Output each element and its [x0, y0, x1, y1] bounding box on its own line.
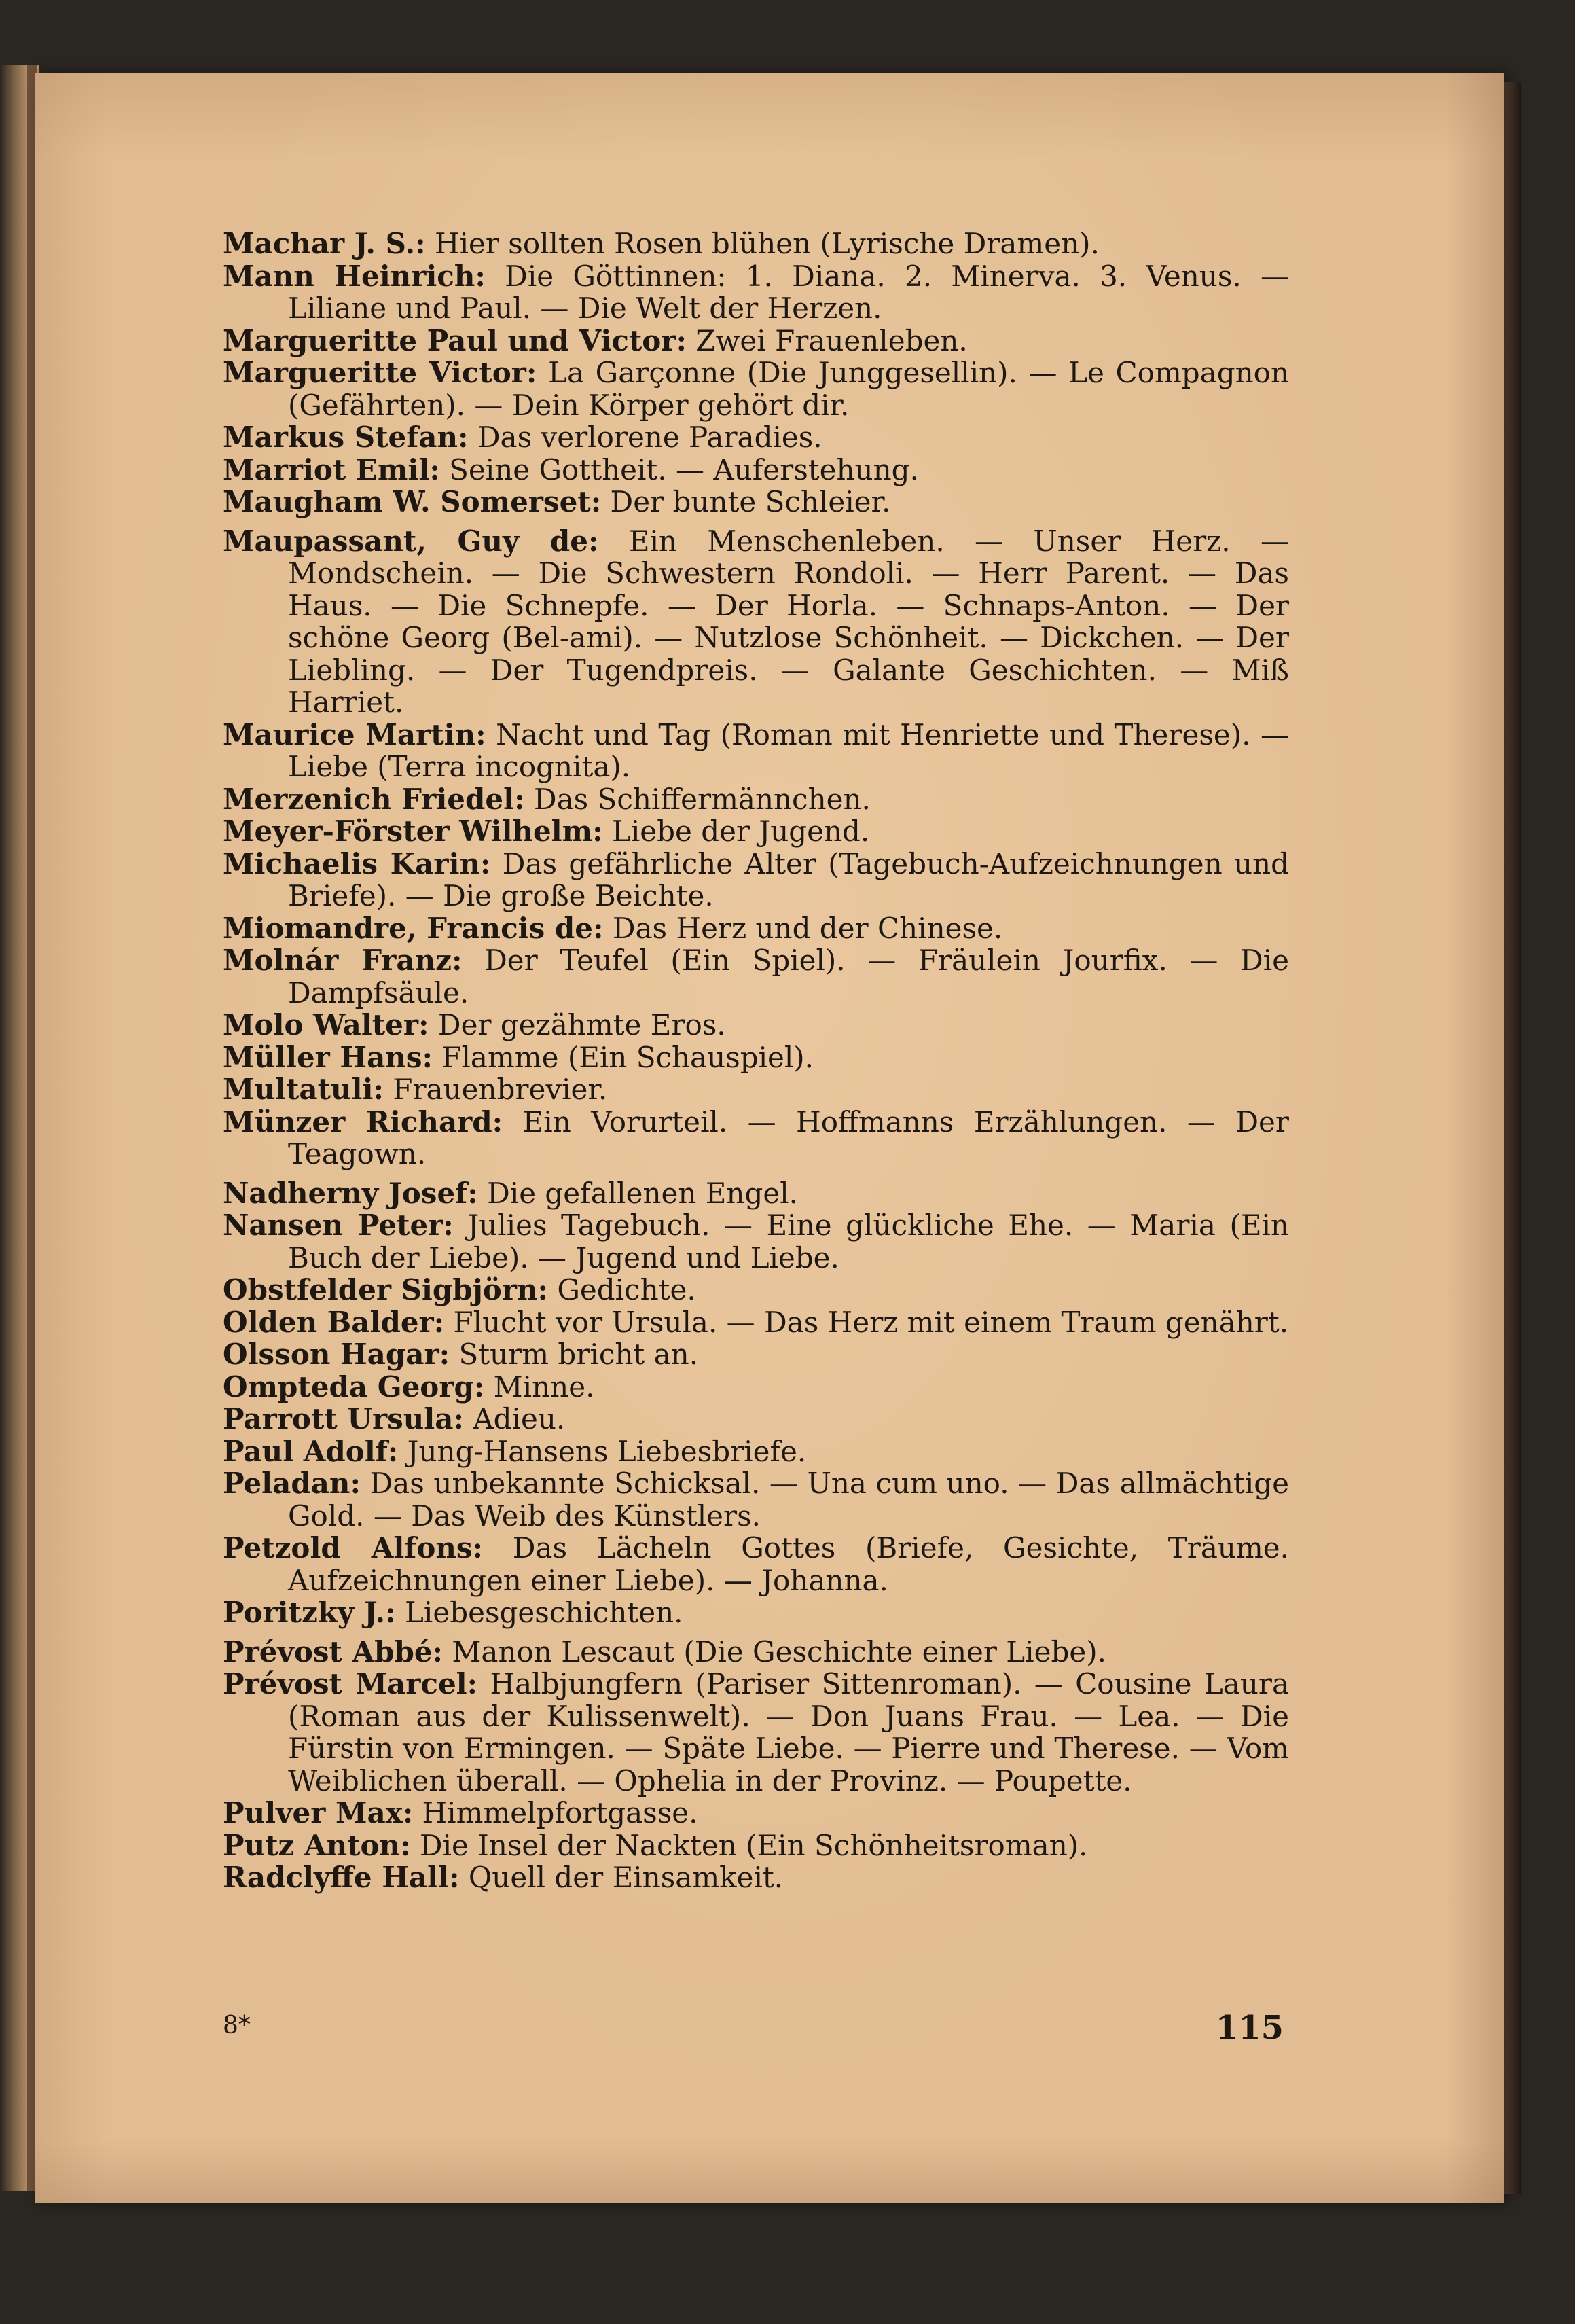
list-item: [223, 228, 1289, 260]
list-item: [223, 912, 1289, 945]
list-item: [223, 1596, 1289, 1629]
list-item: [223, 1467, 1289, 1532]
works-text: Die Göttinnen: 1. Diana. 2. Minerva. 3. Venus. — Liliane und Paul. — Die Welt der Herzen.: [288, 259, 1289, 325]
bibliography-list: [223, 228, 1289, 1894]
works-text: Gedichte.: [547, 1273, 696, 1306]
author-name: Margueritte Paul und Victor:: [223, 323, 687, 357]
works-text: Der bunte Schleier.: [601, 485, 891, 518]
list-item: [223, 1668, 1289, 1797]
author-name: Michaelis Karin:: [223, 846, 491, 880]
works-text: Adieu.: [463, 1402, 566, 1435]
list-item: [223, 1338, 1289, 1371]
works-text: Liebe der Jugend.: [602, 815, 870, 848]
list-item: [223, 1106, 1289, 1170]
author-name: Putz Anton:: [223, 1828, 411, 1862]
list-item: [223, 815, 1289, 848]
works-text: Manon Lescaut (Die Geschichte einer Liebe).: [443, 1634, 1106, 1668]
author-name: Müller Hans:: [223, 1040, 433, 1074]
list-item: [223, 1532, 1289, 1596]
author-name: Molnár Franz:: [223, 944, 463, 977]
author-name: Multatuli:: [223, 1073, 384, 1106]
list-item: [223, 1403, 1289, 1435]
author-name: Obstfelder Sigbjörn:: [223, 1273, 548, 1306]
list-item: [223, 1435, 1289, 1468]
list-item: [223, 260, 1289, 325]
author-name: Nadherny Josef:: [223, 1176, 478, 1210]
works-text: Hier sollten Rosen blühen (Lyrische Dramen).: [425, 227, 1100, 260]
works-text: La Garçonne (Die Junggesellin). — Le Compagnon (Gefährten). — Dein Körper gehört dir.: [288, 356, 1289, 422]
works-text: Der gezähmte Eros.: [429, 1008, 726, 1041]
list-item: [223, 357, 1289, 421]
works-text: Julies Tagebuch. — Eine glückliche Ehe. — Maria (Ein Buch der Liebe). — Jugend und Liebe.: [288, 1209, 1289, 1274]
works-text: Nacht und Tag (Roman mit Henriette und Therese). — Liebe (Terra incognita).: [288, 717, 1289, 783]
works-text: Das unbekannte Schicksal. — Una cum uno. — Das allmächtige Gold. — Das Weib des Künstlers.: [288, 1467, 1289, 1533]
list-item: [223, 944, 1289, 1009]
list-item: [223, 325, 1289, 357]
author-name: Merzenich Friedel:: [223, 782, 525, 816]
author-name: Prévost Marcel:: [223, 1667, 478, 1700]
author-name: Parrott Ursula:: [223, 1402, 464, 1435]
author-name: Meyer-Förster Wilhelm:: [223, 815, 603, 848]
author-name: Maupassant, Guy de:: [223, 524, 599, 558]
works-text: Jung-Hansens Liebesbriefe.: [398, 1434, 807, 1468]
works-text: Die gefallenen Engel.: [477, 1176, 798, 1210]
works-text: Das Lächeln Gottes (Briefe, Gesichte, Träume. Aufzeichnungen einer Liebe). — Johanna.: [288, 1531, 1289, 1597]
works-text: Ein Vorurteil. — Hoffmanns Erzählungen. — Der Teagown.: [288, 1105, 1289, 1170]
works-text: Der Teufel (Ein Spiel). — Fräulein Jourfix. — Die Dampfsäule.: [288, 944, 1289, 1009]
works-text: Minne.: [484, 1370, 595, 1404]
list-item: [223, 783, 1289, 816]
list-item: [223, 486, 1289, 518]
author-name: Nansen Peter:: [223, 1209, 454, 1242]
works-text: Flucht vor Ursula. — Das Herz mit einem Traum genährt.: [444, 1305, 1289, 1339]
author-name: Olsson Hagar:: [223, 1338, 450, 1371]
list-item: [223, 1371, 1289, 1404]
works-text: Das Herz und der Chinese.: [603, 911, 1003, 945]
list-item: [223, 1636, 1289, 1668]
book-cover-edge: [1501, 82, 1521, 2194]
works-text: Flamme (Ein Schauspiel).: [433, 1040, 814, 1074]
author-name: Pulver Max:: [223, 1796, 414, 1829]
list-item: [223, 525, 1289, 719]
works-text: Seine Gottheit. — Auferstehung.: [439, 452, 919, 486]
author-name: Molo Walter:: [223, 1008, 429, 1041]
works-text: Liebesgeschichten.: [395, 1596, 683, 1629]
list-item: [223, 1829, 1289, 1862]
works-text: Himmelpfortgasse.: [413, 1796, 698, 1829]
author-name: Maurice Martin:: [223, 717, 486, 751]
works-text: Das Schiffermännchen.: [524, 782, 871, 816]
author-name: Machar J. S.:: [223, 227, 426, 260]
list-item: [223, 1861, 1289, 1894]
author-name: Miomandre, Francis de:: [223, 911, 604, 945]
author-name: Olden Balder:: [223, 1305, 445, 1339]
author-name: Mann Heinrich:: [223, 259, 486, 293]
list-item: [223, 1177, 1289, 1210]
author-name: Prévost Abbé:: [223, 1634, 443, 1668]
list-item: [223, 1306, 1289, 1339]
works-text: Zwei Frauenleben.: [686, 323, 968, 357]
author-name: Paul Adolf:: [223, 1434, 399, 1468]
works-text: Quell der Einsamkeit.: [459, 1861, 784, 1894]
list-item: [223, 421, 1289, 454]
works-text: Ein Menschenleben. — Unser Herz. — Mondschein. — Die Schwestern Rondoli. — Herr Parent. — Das Haus. — Die Schnepfe. — Der Horla. — Schnaps-Anton. — Der schöne Georg (Bel-ami). — Nutzlose Schönheit. — Dickchen. — Der Liebling. — Der Tugendpreis. — Galante Geschichten. — Miß Harriet.: [288, 524, 1289, 719]
author-name: Margueritte Victor:: [223, 356, 537, 389]
author-name: Poritzky J.:: [223, 1596, 396, 1629]
list-item: [223, 1209, 1289, 1274]
list-item: [223, 719, 1289, 783]
list-item: [223, 848, 1289, 912]
list-item: [223, 1274, 1289, 1306]
author-name: Marriot Emil:: [223, 452, 440, 486]
author-name: Maugham W. Somerset:: [223, 485, 602, 518]
works-text: Frauenbrevier.: [383, 1073, 608, 1106]
works-text: Sturm bricht an.: [450, 1338, 699, 1371]
list-item: [223, 1009, 1289, 1041]
page-footer: [223, 2009, 1289, 2050]
list-item: [223, 454, 1289, 486]
works-text: Halbjungfern (Pariser Sittenroman). — Cousine Laura (Roman aus der Kulissenwelt). — Don Juans Frau. — Lea. — Die Fürstin von Ermingen. — Späte Liebe. — Pierre und Therese. — Vom Weiblichen überall. — Ophelia in der Provinz. — Poupette.: [288, 1667, 1289, 1798]
works-text: Das verlorene Paradies.: [468, 421, 822, 454]
works-text: Die Insel der Nackten (Ein Schönheitsroman).: [410, 1828, 1088, 1862]
author-name: Ompteda Georg:: [223, 1370, 485, 1404]
list-item: [223, 1073, 1289, 1106]
author-name: Münzer Richard:: [223, 1105, 503, 1139]
page-number: 115: [1215, 2009, 1284, 2047]
author-name: Markus Stefan:: [223, 421, 469, 454]
list-item: [223, 1041, 1289, 1074]
author-name: Petzold Alfons:: [223, 1531, 484, 1565]
printer-signature-mark: 8*: [223, 2012, 251, 2039]
list-item: [223, 1797, 1289, 1829]
author-name: Radclyffe Hall:: [223, 1861, 460, 1894]
works-text: Das gefährliche Alter (Tagebuch-Aufzeichnungen und Briefe). — Die große Beichte.: [288, 846, 1289, 912]
author-name: Peladan:: [223, 1467, 361, 1500]
